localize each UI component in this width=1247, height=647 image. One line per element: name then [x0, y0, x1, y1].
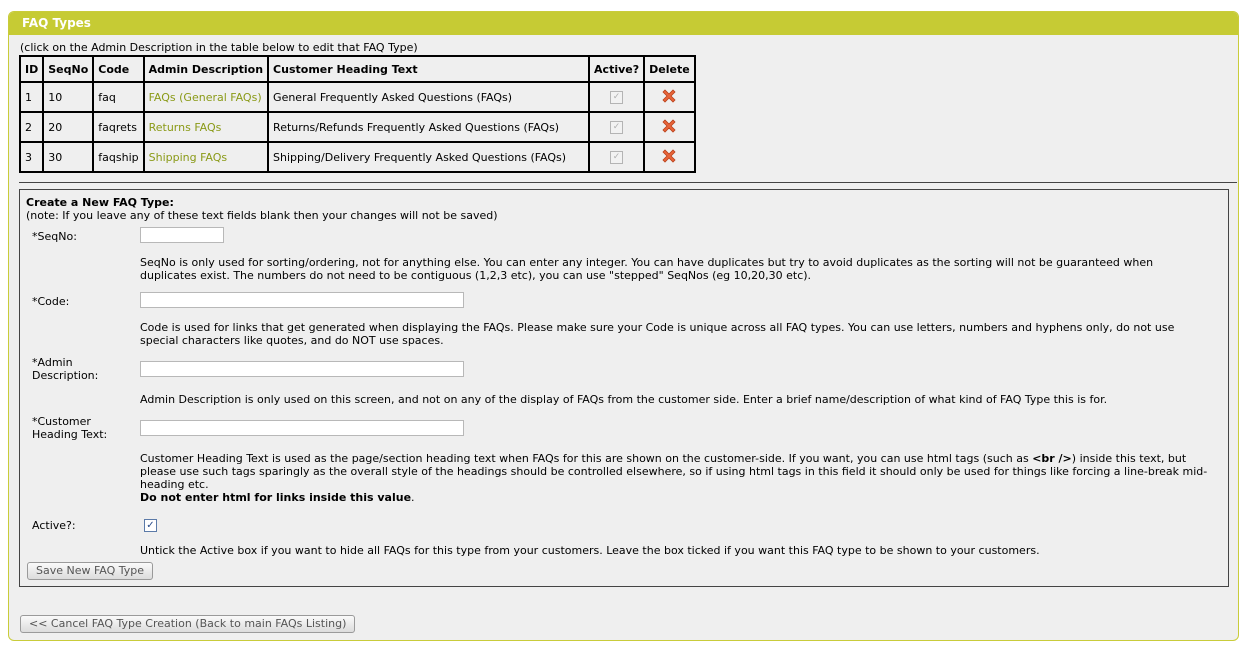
col-admin-description-header: Admin Description: [144, 56, 268, 82]
heading-label-line2: Heading Text:: [32, 428, 108, 441]
col-customer-heading-header: Customer Heading Text: [268, 56, 589, 82]
cell-admin-description: [144, 112, 268, 142]
cell-admin-description: [144, 142, 268, 172]
cell-id: 1: [20, 82, 43, 112]
cancel-faq-type-button[interactable]: << Cancel FAQ Type Creation (Back to main FAQs Listing): [20, 615, 355, 633]
customer-heading-label: [32, 415, 107, 441]
code-help: Code is used for links that get generated when displaying the FAQs. Please make sure your Code is unique across all FAQ types. You can use letters, numbers and hyphens only, do not use special characters like quotes, and do NOT use spaces.: [140, 321, 1175, 347]
seqno-label: *SeqNo:: [32, 230, 77, 243]
create-faq-type-form: [19, 189, 1229, 587]
delete-icon[interactable]: [660, 117, 678, 138]
active-checkbox-disabled: ✓: [610, 91, 623, 104]
cell-delete: [644, 82, 695, 112]
faq-types-panel: [8, 11, 1239, 641]
cell-id: 2: [20, 112, 43, 142]
cell-seqno: 20: [43, 112, 93, 142]
active-help: Untick the Active box if you want to hide all FAQs for this type from your customers. Leave the box ticked if you want this FAQ type to be shown to your customers.: [140, 544, 1040, 557]
cell-admin-description: [144, 82, 268, 112]
heading-help-part1: Customer Heading Text is used as the page/section heading text when FAQs for this are shown on the customer-side. If you want, you can use html tags (such as: [140, 452, 1033, 465]
heading-label-line1: *Customer: [32, 415, 91, 428]
cell-customer-heading: General Frequently Asked Questions (FAQs): [268, 82, 589, 112]
admin-description-input[interactable]: [140, 361, 464, 377]
heading-help-end: .: [411, 491, 415, 504]
customer-heading-input[interactable]: [140, 420, 464, 436]
cell-id: 3: [20, 142, 43, 172]
active-label: Active?:: [32, 519, 76, 532]
seqno-input[interactable]: [140, 227, 224, 243]
section-divider: [19, 182, 1237, 183]
col-code-header: Code: [93, 56, 143, 82]
admin-description-link[interactable]: Returns FAQs: [148, 120, 222, 134]
heading-help-part2: ) inside this text, but please use such tags sparingly as the overall style of the headings should be controlled elsewhere, so if using html tags in this field it should only be used for things like forcing a line-break mid-heading etc.: [140, 452, 1208, 491]
col-active-header: Active?: [589, 56, 644, 82]
col-delete-header: Delete: [644, 56, 695, 82]
admin-description-help: Admin Description is only used on this screen, and not on any of the display of FAQs from the customer side. Enter a brief name/description of what kind of FAQ Type this is for.: [140, 393, 1108, 406]
table-row: [20, 142, 695, 172]
cell-delete: [644, 142, 695, 172]
table-row: [20, 82, 695, 112]
admin-description-link[interactable]: Shipping FAQs: [148, 150, 228, 164]
active-checkbox-disabled: ✓: [610, 121, 623, 134]
table-header-row: [20, 56, 695, 82]
cell-customer-heading: Shipping/Delivery Frequently Asked Questions (FAQs): [268, 142, 589, 172]
cell-delete: [644, 112, 695, 142]
cell-customer-heading: Returns/Refunds Frequently Asked Questions (FAQs): [268, 112, 589, 142]
cell-active: [589, 142, 644, 172]
cell-active: [589, 82, 644, 112]
customer-heading-help: [140, 452, 1210, 504]
code-input[interactable]: [140, 292, 464, 308]
cell-active: [589, 112, 644, 142]
heading-help-tag: <br />: [1032, 452, 1072, 465]
active-checkbox-disabled: ✓: [610, 151, 623, 164]
panel-title: FAQ Types: [9, 12, 1238, 35]
admin-label-line1: *Admin: [32, 356, 73, 369]
delete-icon[interactable]: [660, 87, 678, 108]
cell-code: faqship: [93, 142, 143, 172]
save-new-faq-type-button[interactable]: Save New FAQ Type: [27, 562, 153, 580]
faq-types-table: [19, 55, 696, 173]
cell-seqno: 10: [43, 82, 93, 112]
col-seqno-header: SeqNo: [43, 56, 93, 82]
col-id-header: ID: [20, 56, 43, 82]
delete-icon[interactable]: [660, 147, 678, 168]
active-checkbox[interactable]: ✓: [144, 519, 157, 532]
form-title: Create a New FAQ Type:: [26, 196, 174, 209]
cell-code: faq: [93, 82, 143, 112]
admin-description-link[interactable]: FAQs (General FAQs): [148, 90, 262, 104]
form-note: (note: If you leave any of these text fields blank then your changes will not be saved): [26, 209, 498, 222]
cell-code: faqrets: [93, 112, 143, 142]
table-note: (click on the Admin Description in the table below to edit that FAQ Type): [20, 41, 418, 54]
admin-description-label: [32, 356, 98, 382]
heading-help-bold: Do not enter html for links inside this value: [140, 491, 412, 504]
code-label: *Code:: [32, 295, 70, 308]
table-row: [20, 112, 695, 142]
cell-seqno: 30: [43, 142, 93, 172]
seqno-help: SeqNo is only used for sorting/ordering, not for anything else. You can enter any integer. You can have duplicates but try to avoid duplicates as the sorting will not be guaranteed when duplicates exist. The numbers do not need to be contiguous (1,2,3 etc), you can use "stepped" SeqNos (eg 10,20,30 etc).: [140, 256, 1154, 282]
admin-label-line2: Description:: [32, 369, 99, 382]
